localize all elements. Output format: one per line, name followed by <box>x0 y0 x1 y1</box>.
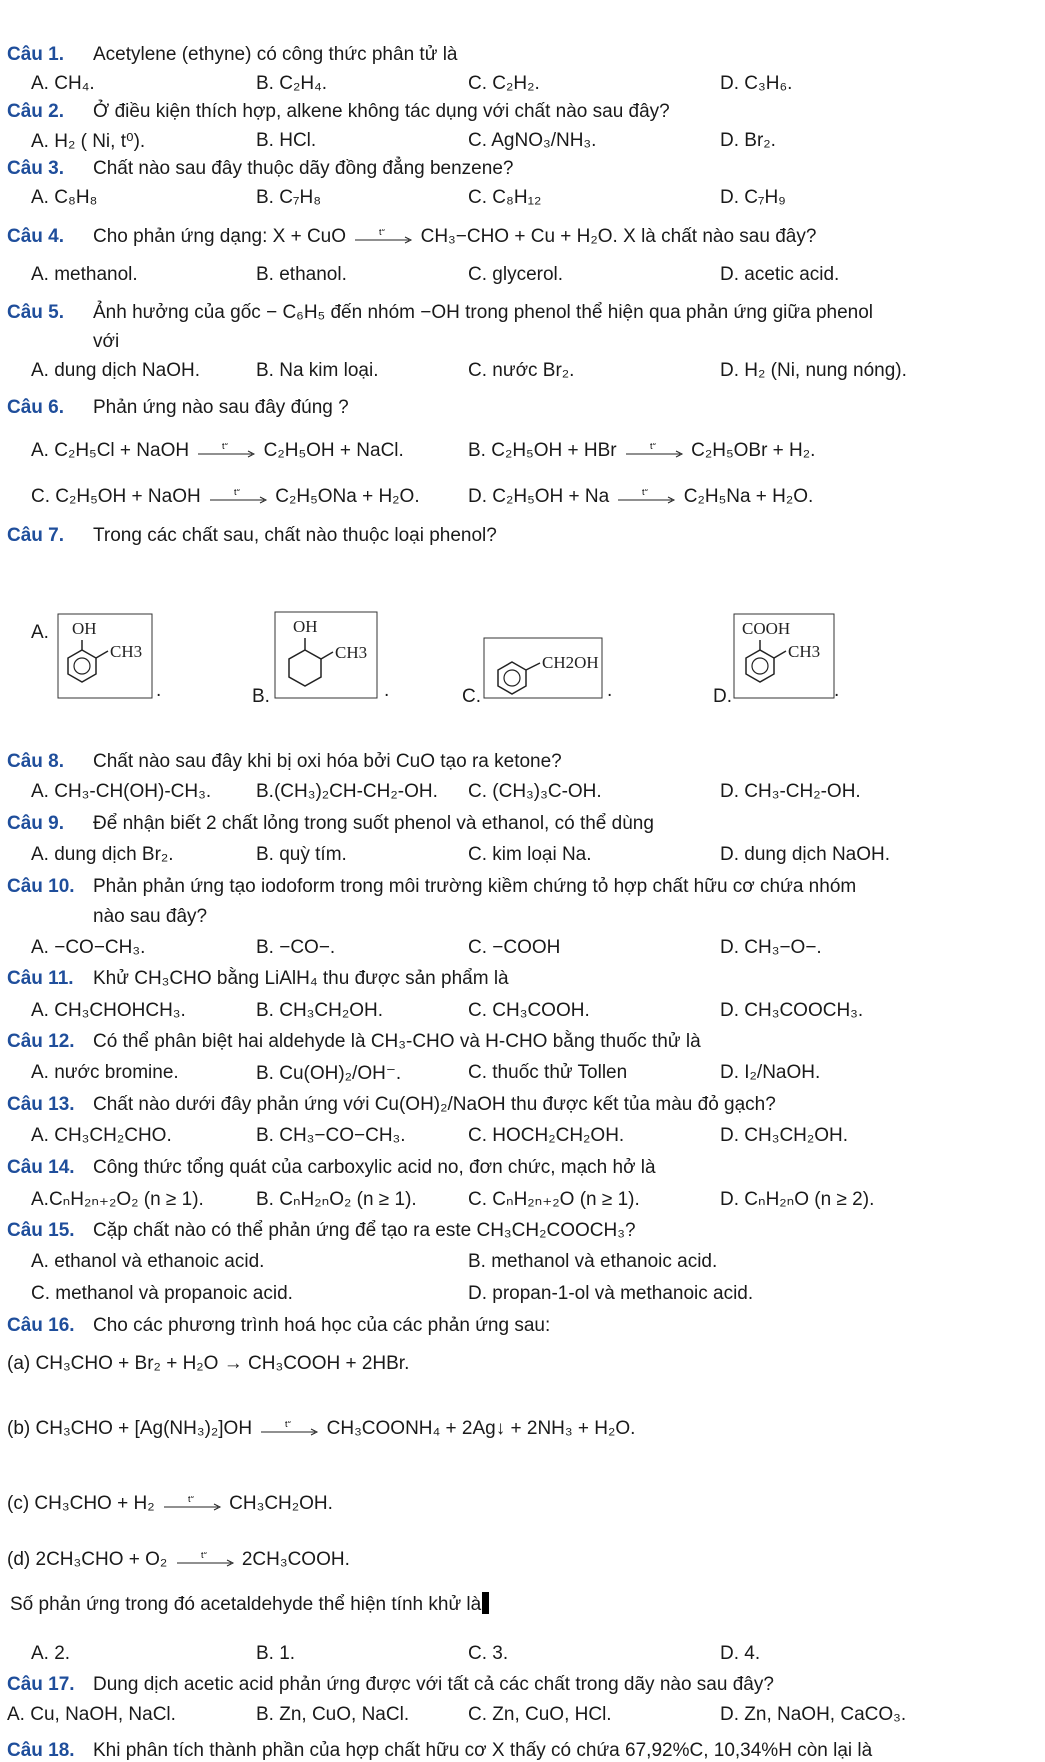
reaction-d <box>7 1549 350 1571</box>
reaction-arrow <box>622 443 686 459</box>
dot: . <box>607 680 613 701</box>
option-b: B. CH₃CH₂OH. <box>256 1000 384 1021</box>
question-1 <box>7 44 457 66</box>
option-d: D. Zn, NaOH, CaCO₃. <box>720 1704 907 1725</box>
question-4 <box>7 226 816 248</box>
option-b: B. C₂H₄. <box>256 73 328 94</box>
question-text: Để nhận biết 2 chất lỏng trong suốt phenol và ethanol, có thể dùng <box>93 813 654 834</box>
question-17 <box>7 1674 774 1696</box>
option-d: D. CₙH₂ₙO (n ≥ 2). <box>720 1189 875 1210</box>
question-text: Acetylene (ethyne) có công thức phân tử là <box>93 44 458 65</box>
products: C₂H₅Na + H₂O. <box>683 486 814 507</box>
question-label: Câu 8. <box>7 751 65 772</box>
dot: . <box>156 680 162 701</box>
question-label: Câu 14. <box>7 1157 75 1178</box>
option-a: A. CH₃-CH(OH)-CH₃. <box>31 781 212 802</box>
option-d: D. CH₃CH₂OH. <box>720 1125 849 1146</box>
products: CH₃CH₂OH. <box>229 1493 333 1514</box>
arrow-label: t° <box>379 228 386 237</box>
question-text: Chất nào sau đây khi bị oxi hóa bởi CuO tạo ra ketone? <box>93 751 562 772</box>
ch2oh-label: CH2OH <box>542 653 599 672</box>
option-b: B. −CO−. <box>256 937 336 958</box>
ask-text: Số phản ứng trong đó acetaldehyde thể hiện tính khử là <box>10 1594 482 1615</box>
reactants: (c) CH₃CHO + H₂ <box>7 1493 155 1514</box>
reaction-b <box>7 1418 635 1440</box>
products: C₂H₅ONa + H₂O. <box>275 486 420 507</box>
question-text: Chất nào dưới đây phản ứng với Cu(OH)₂/NaOH thu được kết tủa màu đỏ gạch? <box>93 1094 776 1115</box>
structure-a-o-cresol <box>52 612 157 702</box>
question-16-ask <box>10 1592 489 1616</box>
question-text: Chất nào sau đây thuộc dãy đồng đẳng benzene? <box>93 158 514 179</box>
option-b: B. Zn, CuO, NaCl. <box>256 1704 410 1725</box>
products: 2CH₃COOH. <box>241 1549 350 1570</box>
arrow-label: t° <box>642 488 649 497</box>
question-11 <box>7 968 509 990</box>
question-5 <box>7 302 873 324</box>
question-text: Ở điều kiện thích hợp, alkene không tác dụng với chất nào sau đây? <box>93 101 670 122</box>
option-b: B. 1. <box>256 1643 296 1664</box>
reactants: B. C₂H₅OH + HBr <box>468 440 617 461</box>
option-d: D. C₃H₆. <box>720 73 793 94</box>
question-text: Cho các phương trình hoá học của các phản ứng sau: <box>93 1315 551 1336</box>
question-label: Câu 18. <box>7 1740 75 1761</box>
question-text-cont: nào sau đây? <box>93 906 208 927</box>
option-a: A.CₙH₂ₙ₊₂O₂ (n ≥ 1). <box>31 1189 204 1210</box>
option-c: C. −COOH <box>468 937 561 958</box>
question-label: Câu 12. <box>7 1031 75 1052</box>
ch3-label: CH3 <box>110 642 143 661</box>
option-c: C. HOCH₂CH₂OH. <box>468 1125 625 1146</box>
option-b: B. CH₃−CO−CH₃. <box>256 1125 406 1146</box>
question-label: Câu 1. <box>7 44 65 65</box>
question-10 <box>7 876 856 898</box>
option-d: D. dung dịch NaOH. <box>720 844 891 865</box>
reaction-arrow <box>257 1421 321 1437</box>
question-13 <box>7 1094 776 1116</box>
question-text: Cho phản ứng dạng: X + CuO <box>93 226 347 247</box>
option-b: B. methanol và ethanoic acid. <box>468 1251 718 1272</box>
question-text: Công thức tổng quát của carboxylic acid no, đơn chức, mạch hở là <box>93 1157 656 1178</box>
products: C₂H₅OH + NaCl. <box>263 440 404 461</box>
option-d: D. I₂/NaOH. <box>720 1062 821 1083</box>
option-c: C. CₙH₂ₙ₊₂O (n ≥ 1). <box>468 1189 640 1210</box>
dot: . <box>834 680 840 701</box>
question-6 <box>7 397 349 419</box>
products: CH₃COONH₄ + 2Ag↓ + 2NH₃ + H₂O. <box>326 1418 636 1439</box>
reaction-arrow <box>173 1552 237 1568</box>
question-8 <box>7 751 562 773</box>
reaction-arrow <box>206 489 270 505</box>
option-b: B. Na kim loại. <box>256 360 379 381</box>
arrow-label: t° <box>233 488 241 497</box>
reactants: C. C₂H₅OH + NaOH <box>31 486 201 507</box>
option-a: A. CH₃CH₂CHO. <box>31 1125 172 1146</box>
arrow-label: t° <box>200 1551 207 1560</box>
question-16 <box>7 1315 550 1337</box>
dot: . <box>384 680 390 701</box>
question-text: Khi phân tích thành phần của hợp chất hữu cơ X thấy có chứa 67,92%C, 10,34%H còn lại là <box>93 1740 873 1761</box>
option-d: D. CH₃-CH₂-OH. <box>720 781 861 802</box>
option-c-label: C. <box>462 686 481 707</box>
option-c: C. C₈H₁₂ <box>468 187 542 208</box>
question-label: Câu 11. <box>7 968 74 989</box>
option-c: C. C₂H₂. <box>468 73 540 94</box>
option-b-label: B. <box>252 686 270 707</box>
ch3-label: CH3 <box>335 643 368 662</box>
reactants: (b) CH₃CHO + [Ag(NH₃)₂]OH <box>7 1418 253 1439</box>
question-7 <box>7 525 497 547</box>
option-c: C. nước Br₂. <box>468 360 575 381</box>
ch3-label: CH3 <box>788 642 821 661</box>
question-label: Câu 15. <box>7 1220 75 1241</box>
question-text: Phản ứng nào sau đây đúng ? <box>93 397 349 418</box>
reaction-a: (a) CH₃CHO + Br₂ + H₂O → CH₃COOH + 2HBr. <box>7 1353 410 1374</box>
structure-c-benzyl-alcohol <box>482 636 607 702</box>
question-text: Ảnh hưởng của gốc − C₆H₅ đến nhóm −OH trong phenol thể hiện qua phản ứng giữa phenol <box>93 302 874 323</box>
question-label: Câu 7. <box>7 525 65 546</box>
option-d: D. C₇H₉ <box>720 187 786 208</box>
option-d: D. CH₃−O−. <box>720 937 822 958</box>
reactants: A. C₂H₅Cl + NaOH <box>31 440 190 461</box>
question-text: Trong các chất sau, chất nào thuộc loại phenol? <box>93 525 497 546</box>
option-d: D. propan-1-ol và methanoic acid. <box>468 1283 754 1304</box>
reaction-arrow <box>351 229 415 245</box>
question-text: Có thể phân biệt hai aldehyde là CH₃-CHO và H-CHO bằng thuốc thử là <box>93 1031 701 1052</box>
option-c: C. CH₃COOH. <box>468 1000 590 1021</box>
reaction-arrow <box>160 1496 224 1512</box>
option-d-label: D. <box>713 686 732 707</box>
question-label: Câu 13. <box>7 1094 75 1115</box>
option-a: A. CH₄. <box>31 73 95 94</box>
option-c: C. glycerol. <box>468 264 564 285</box>
option-c: C. Zn, CuO, HCl. <box>468 1704 612 1725</box>
question-15 <box>7 1220 636 1242</box>
option-d: D. 4. <box>720 1643 761 1664</box>
option-c: C. methanol và propanoic acid. <box>31 1283 293 1304</box>
arrow-label: t° <box>187 1495 194 1504</box>
option-b: B.(CH₃)₂CH-CH₂-OH. <box>256 781 438 802</box>
question-label: Câu 9. <box>7 813 65 834</box>
option-a: A. Cu, NaOH, NaCl. <box>7 1704 176 1725</box>
option-d: D. Br₂. <box>720 130 776 151</box>
question-label: Câu 5. <box>7 302 65 323</box>
structure-d-toluic-acid <box>732 612 842 702</box>
question-9 <box>7 813 654 835</box>
option-d <box>468 486 813 508</box>
option-d: D. acetic acid. <box>720 264 840 285</box>
reaction-arrow <box>194 443 258 459</box>
cooh-label: COOH <box>742 619 791 638</box>
question-text: Cặp chất nào có thể phản ứng để tạo ra este CH₃CH₂COOCH₃? <box>93 1220 636 1241</box>
question-3 <box>7 158 513 180</box>
option-d: D. CH₃COOCH₃. <box>720 1000 864 1021</box>
products: C₂H₅OBr + H₂. <box>691 440 816 461</box>
option-a: A. 2. <box>31 1643 71 1664</box>
question-12 <box>7 1031 701 1053</box>
question-label: Câu 16. <box>7 1315 75 1336</box>
option-a <box>31 440 404 462</box>
option-c: C. thuốc thử Tollen <box>468 1062 628 1083</box>
option-a: A. C₈H₈ <box>31 187 98 208</box>
question-text-rest: CH₃−CHO + Cu + H₂O. X là chất nào sau đây? <box>420 226 817 247</box>
question-text-cont: với <box>93 331 120 352</box>
question-label: Câu 3. <box>7 158 65 179</box>
question-text: Phản phản ứng tạo iodoform trong môi trường kiềm chứng tỏ hợp chất hữu cơ chứa nhóm <box>93 876 857 897</box>
option-a: A. −CO−CH₃. <box>31 937 146 958</box>
reaction-arrow <box>614 489 678 505</box>
option-d: D. H₂ (Ni, nung nóng). <box>720 360 907 381</box>
question-label: Câu 17. <box>7 1674 75 1695</box>
text-cursor <box>482 1592 489 1614</box>
option-a: A. methanol. <box>31 264 138 285</box>
option-a: A. ethanol và ethanoic acid. <box>31 1251 265 1272</box>
arrow-label: t° <box>222 442 229 451</box>
oh-label: OH <box>72 619 97 638</box>
question-14 <box>7 1157 656 1179</box>
arrow-label: t° <box>285 1420 292 1429</box>
option-b: B. HCl. <box>256 130 317 151</box>
option-a: A. dung dịch Br₂. <box>31 844 174 865</box>
question-label: Câu 4. <box>7 226 65 247</box>
question-label: Câu 2. <box>7 101 65 122</box>
option-a: A. dung dịch NaOH. <box>31 360 200 381</box>
question-2 <box>7 101 670 123</box>
question-label: Câu 6. <box>7 397 65 418</box>
structure-b-methylcyclohexanol <box>273 610 383 702</box>
question-text: Dung dịch acetic acid phản ứng được với tất cả các chất trong dãy nào sau đây? <box>93 1674 774 1695</box>
option-a: A. H₂ ( Ni, t⁰). <box>31 131 146 152</box>
option-c <box>31 486 420 508</box>
option-b: B. CₙH₂ₙO₂ (n ≥ 1). <box>256 1189 417 1210</box>
oh-label: OH <box>293 617 318 636</box>
option-c: C. kim loại Na. <box>468 844 592 865</box>
option-a: A. CH₃CHOHCH₃. <box>31 1000 186 1021</box>
reaction-c <box>7 1493 333 1515</box>
option-b: B. quỳ tím. <box>256 844 347 865</box>
option-c: C. AgNO₃/NH₃. <box>468 130 597 151</box>
option-c: C. (CH₃)₃C-OH. <box>468 781 602 802</box>
option-b: B. Cu(OH)₂/OH⁻. <box>256 1063 402 1084</box>
question-text: Khử CH₃CHO bằng LiAlH₄ thu được sản phẩm là <box>93 968 509 989</box>
option-a: A. nước bromine. <box>31 1062 179 1083</box>
option-b <box>468 440 815 462</box>
reactants: (d) 2CH₃CHO + O₂ <box>7 1549 168 1570</box>
question-18 <box>7 1740 872 1762</box>
option-a-label: A. <box>31 622 49 643</box>
arrow-label: t° <box>649 442 656 451</box>
option-b: B. ethanol. <box>256 264 347 285</box>
option-b: B. C₇H₈ <box>256 187 322 208</box>
question-label: Câu 10. <box>7 876 75 897</box>
reactants: D. C₂H₅OH + Na <box>468 486 610 507</box>
option-c: C. 3. <box>468 1643 509 1664</box>
